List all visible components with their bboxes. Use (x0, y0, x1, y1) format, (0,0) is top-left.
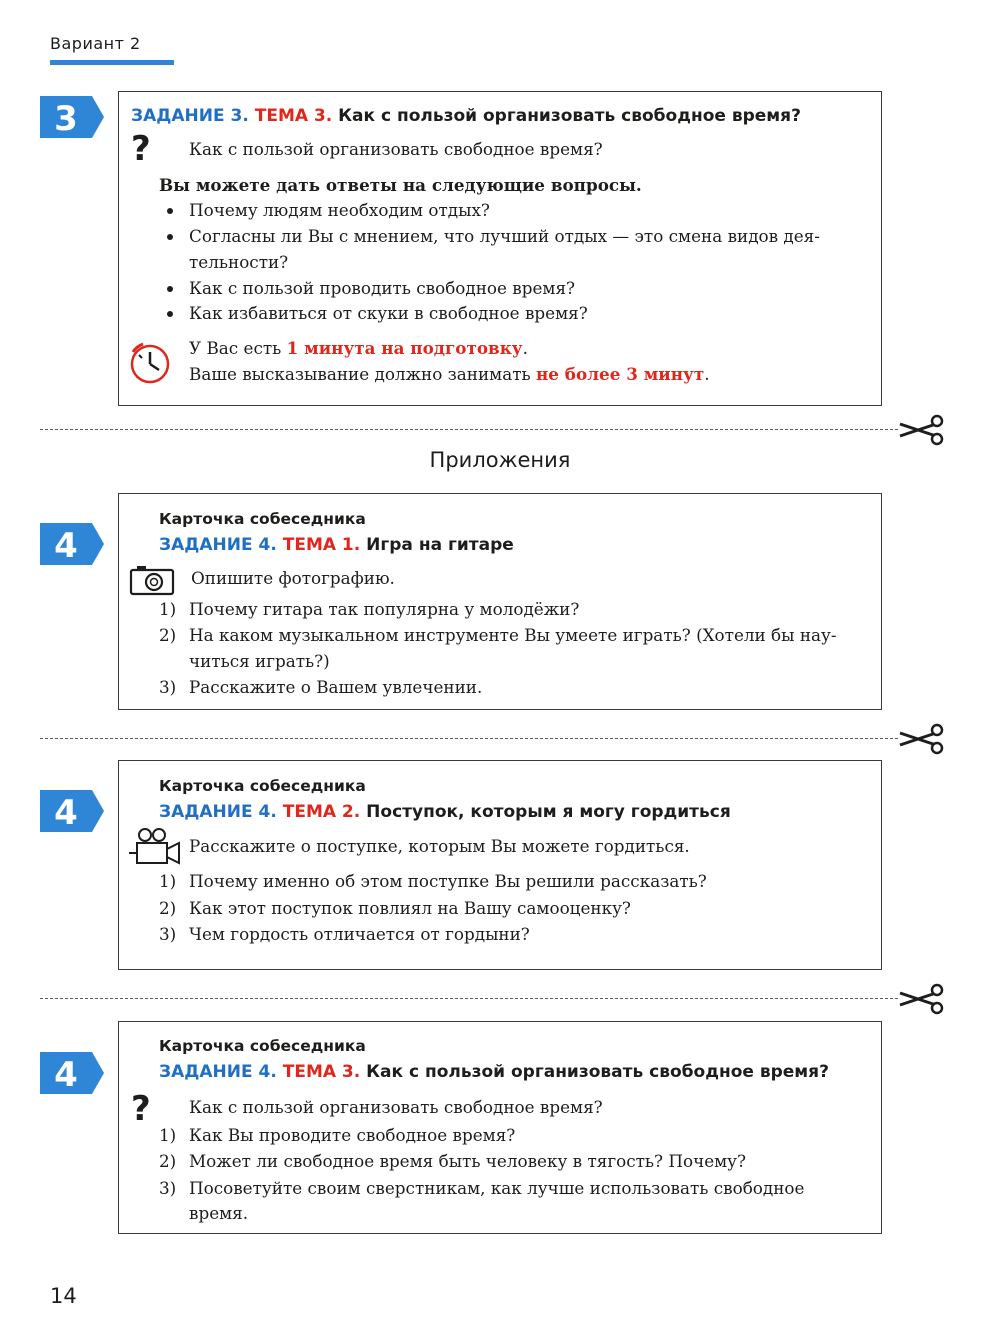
zadanie-label: ЗАДАНИЕ 4. (159, 1062, 277, 1082)
question-text: Посоветуйте своим сверстникам, как лучше использовать свободное (189, 1178, 805, 1198)
interlocutor-card-3 (118, 1021, 882, 1234)
bullet-item-continued: тельности? (189, 252, 289, 272)
tema-label: ТЕМА 1. (282, 535, 361, 555)
zadanie-label: ЗАДАНИЕ 4. (159, 802, 277, 822)
variant-label: Вариант 2 (50, 34, 141, 53)
task-title: Как с пользой организовать свободное время? (338, 106, 801, 126)
question-number: 1) (159, 1125, 177, 1145)
bullet-dot (167, 286, 173, 292)
question-mark-icon: ? (131, 129, 151, 169)
tema-label: ТЕМА 2. (282, 802, 361, 822)
question-number: 2) (159, 898, 177, 918)
question-text: На каком музыкальном инструменте Вы умеете играть? (Хотели бы нау- (189, 625, 837, 645)
question-text-continued: читься играть?) (189, 651, 330, 671)
scissors-icon (898, 983, 944, 1015)
question-text: Почему гитара так популярна у молодёжи? (189, 599, 580, 619)
bullet-item: Как с пользой проводить свободное время? (189, 278, 576, 298)
cut-line (40, 998, 898, 999)
speak-time-line: Ваше высказывание должно занимать не более 3 минут. (189, 364, 710, 384)
bullet-item: Почему людям необходим отдых? (189, 200, 490, 220)
card-heading (159, 802, 731, 822)
cut-line (40, 738, 898, 739)
card-prompt: Расскажите о поступке, которым Вы можете гордиться. (189, 836, 690, 856)
question-number: 3) (159, 924, 177, 944)
task3-card (118, 91, 882, 406)
task-number: 3 (54, 99, 78, 138)
bullet-dot (167, 311, 173, 317)
question-text: Как Вы проводите свободное время? (189, 1125, 516, 1145)
scissors-icon (898, 723, 944, 755)
appendix-title: Приложения (429, 448, 571, 472)
page-number: 14 (50, 1284, 77, 1308)
zadanie-label: ЗАДАНИЕ 4. (159, 535, 277, 555)
card-subtitle: Карточка собеседника (159, 777, 366, 795)
question-mark-icon: ? (131, 1089, 151, 1129)
question-number: 1) (159, 871, 177, 891)
question-number: 3) (159, 677, 177, 697)
task3-question: Как с пользой организовать свободное время? (189, 139, 603, 159)
question-number: 3) (159, 1178, 177, 1198)
question-text: Как этот поступок повлиял на Вашу самооценку? (189, 898, 631, 918)
card-title: Поступок, которым я могу гордиться (366, 802, 731, 822)
variant-underline (50, 60, 174, 65)
clock-icon (127, 340, 173, 386)
scissors-icon (898, 414, 944, 446)
task3-heading (131, 106, 801, 126)
tema-label: ТЕМА 3. (282, 1062, 361, 1082)
speak-time: не более 3 минут (536, 364, 705, 384)
tema-label: ТЕМА 3. (254, 106, 333, 126)
task-number-badge (40, 790, 104, 832)
card-heading (159, 1062, 829, 1082)
card-prompt: Как с пользой организовать свободное время? (189, 1097, 603, 1117)
prep-time-line: У Вас есть 1 минута на подготовку. (189, 338, 528, 358)
card-subtitle: Карточка собеседника (159, 510, 366, 528)
task-number-badge (40, 1052, 104, 1094)
card-title: Как с пользой организовать свободное время? (366, 1062, 829, 1082)
task-number: 4 (54, 526, 78, 565)
bullet-dot (167, 208, 173, 214)
interlocutor-card-2 (118, 760, 882, 970)
question-text: Почему именно об этом поступке Вы решили рассказать? (189, 871, 707, 891)
task-number: 4 (54, 1055, 78, 1094)
question-text-continued: время. (189, 1203, 249, 1223)
card-subtitle: Карточка собеседника (159, 1037, 366, 1055)
card-prompt: Опишите фотографию. (191, 568, 395, 588)
question-number: 2) (159, 625, 177, 645)
video-camera-icon (127, 827, 183, 869)
interlocutor-card-1 (118, 493, 882, 710)
task3-hint: Вы можете дать ответы на следующие вопросы. (159, 175, 642, 195)
zadanie-label: ЗАДАНИЕ 3. (131, 106, 249, 126)
question-text: Расскажите о Вашем увлечении. (189, 677, 483, 697)
task-number-badge (40, 96, 104, 138)
bullet-item: Согласны ли Вы с мнением, что лучший отдых — это смена видов дея- (189, 226, 820, 246)
camera-icon (129, 564, 175, 596)
task-number-badge (40, 523, 104, 565)
card-title: Игра на гитаре (366, 535, 514, 555)
question-number: 1) (159, 599, 177, 619)
task-number: 4 (54, 793, 78, 832)
question-text: Может ли свободное время быть человеку в тягость? Почему? (189, 1151, 747, 1171)
bullet-dot (167, 234, 173, 240)
bullet-item: Как избавиться от скуки в свободное время? (189, 303, 588, 323)
prep-time: 1 минута на подготовку (286, 338, 523, 358)
question-number: 2) (159, 1151, 177, 1171)
card-heading (159, 535, 514, 555)
cut-line (40, 429, 898, 430)
question-text: Чем гордость отличается от гордыни? (189, 924, 530, 944)
